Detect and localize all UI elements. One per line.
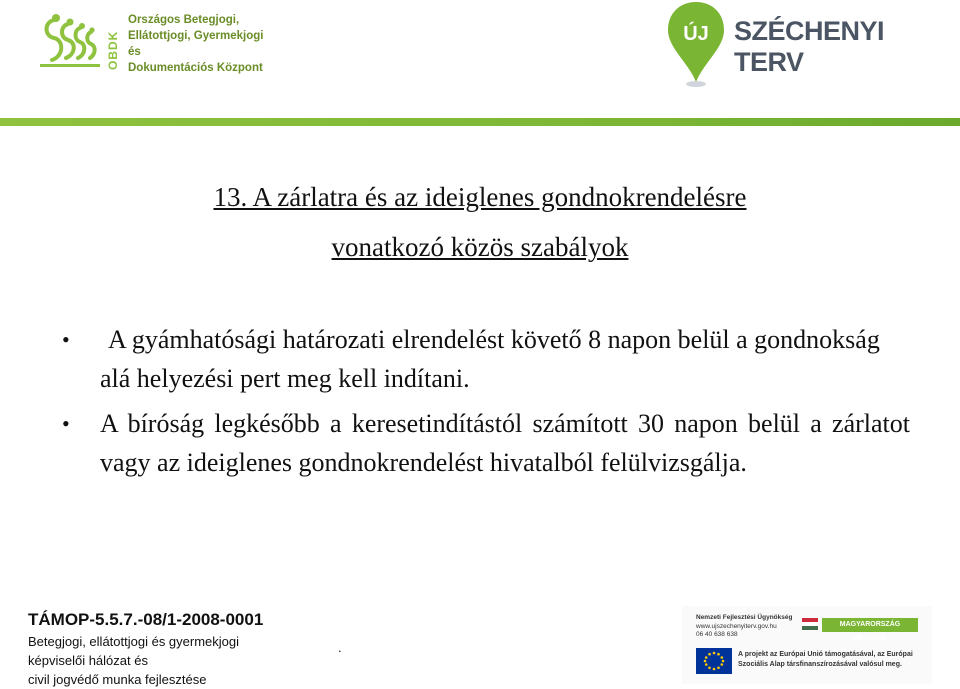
obdk-abbrev: OBDK	[106, 30, 120, 70]
bullet-item	[62, 404, 910, 482]
eu-funding-text: A projekt az Európai Unió támogatásával, az Európai Szociális Alap társfinanszírozásával valósul meg.	[738, 651, 913, 668]
obdk-figures-icon	[40, 12, 110, 70]
project-line: civil jogvédő munka fejlesztése	[28, 672, 207, 687]
bullet-text: A bíróság legkésőbb a keresetindítástól számított 30 napon belül a zárlatot vagy az ideiglenes gondnokrendelést hivatalból felülvizsgálja.	[100, 409, 910, 477]
hungarian-flag-icon	[802, 618, 818, 630]
bullet-dot-icon: •	[62, 411, 70, 436]
szechenyi-terv-logo	[664, 0, 944, 90]
footer-dot: .	[338, 640, 342, 655]
nfu-name: Nemzeti Fejlesztési Ügynökség	[696, 614, 793, 621]
location-pin-icon	[664, 0, 728, 90]
bullet-item	[62, 320, 910, 398]
szt-pin-text: ÚJ	[683, 23, 709, 45]
obdk-logo	[40, 10, 270, 72]
project-line: Betegjogi, ellátottjogi és gyermekjogi	[28, 634, 240, 649]
footer-project-info	[28, 608, 263, 689]
header-divider	[0, 118, 960, 126]
bullet-text: A gyámhatósági határozati elrendelést követő 8 napon belül a gondnokság alá helyezési pert meg kell indítani.	[100, 325, 880, 393]
obdk-line: Ellátottjogi, Gyermekjogi és	[128, 30, 264, 58]
obdk-line: Dokumentációs Központ	[128, 62, 263, 74]
szechenyi-terv-name: SZÉCHENYI TERV	[734, 16, 885, 77]
nfu-web: www.ujszechenyiterv.gov.hu	[696, 623, 777, 630]
nfu-phone: 06 40 638 638	[696, 631, 738, 638]
eu-flag-icon	[696, 648, 732, 674]
slide-title-line2: vonatkozó közös szabályok	[331, 232, 629, 262]
magyarorszag-megujul-banner: MAGYARORSZÁG MEGÚJUL	[822, 618, 918, 632]
obdk-name	[128, 12, 270, 76]
obdk-line: Országos Betegjogi,	[128, 14, 240, 26]
project-line: képviselői hálózat és	[28, 653, 148, 668]
project-code: TÁMOP-5.5.7.-08/1-2008-0001	[28, 610, 264, 629]
bullet-list	[62, 320, 910, 488]
slide-title-line1: 13. A zárlatra és az ideiglenes gondnokrendelésre	[213, 182, 747, 212]
bullet-dot-icon: •	[62, 327, 70, 352]
eu-funding-box	[682, 606, 932, 684]
